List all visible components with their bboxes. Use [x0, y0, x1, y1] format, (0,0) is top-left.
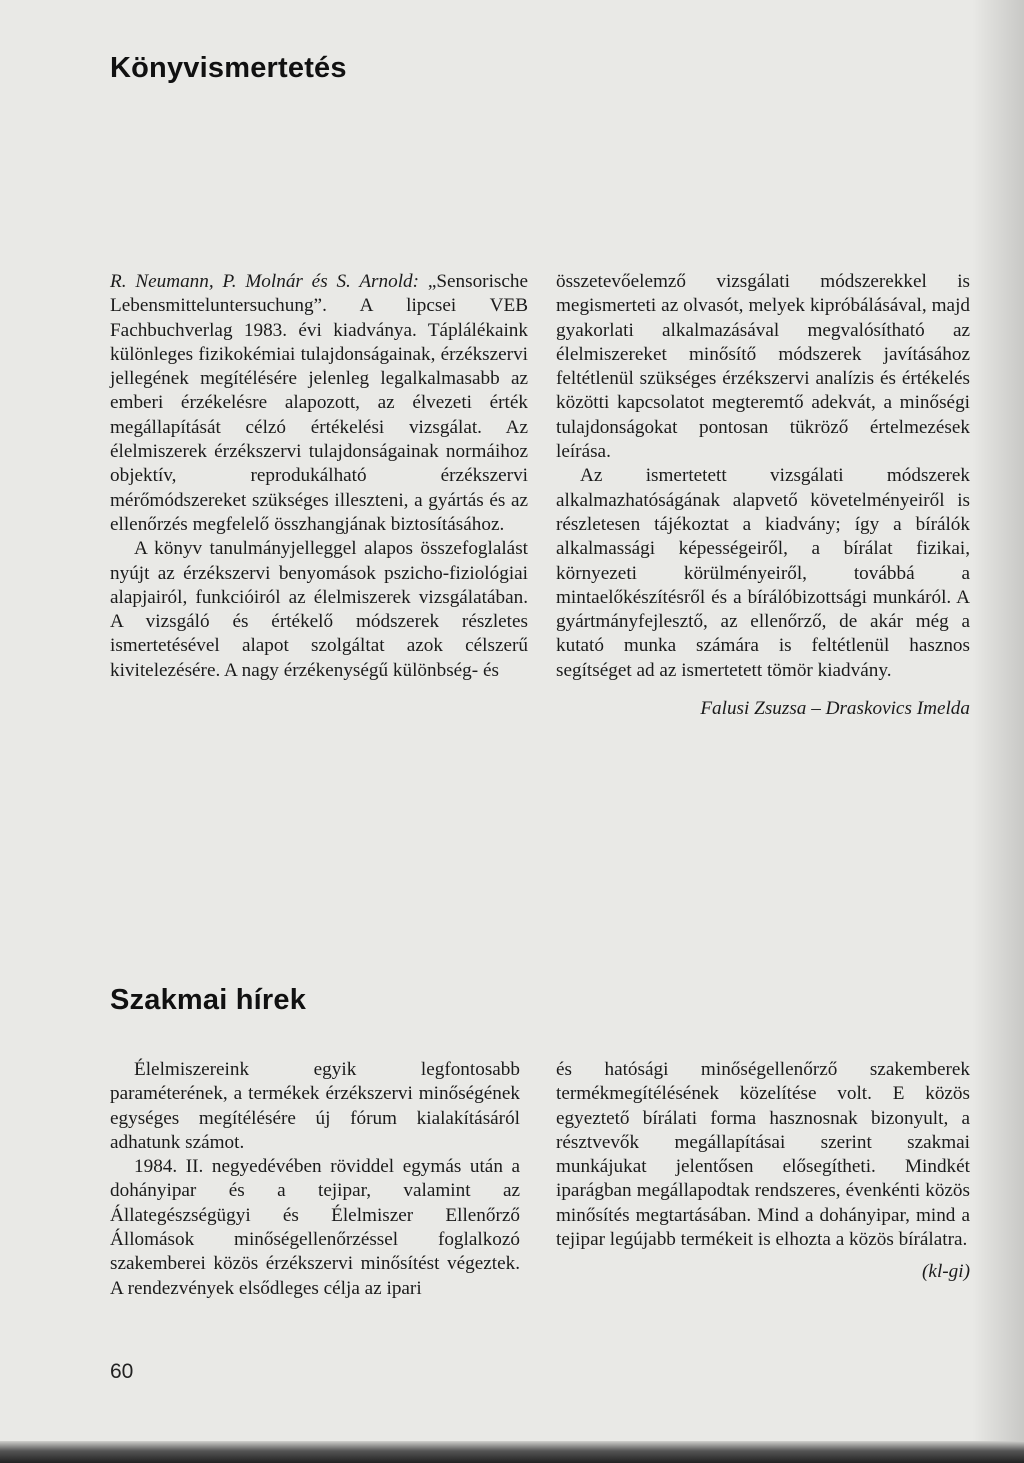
book-review-column-right — [556, 270, 970, 721]
section-heading-book-review: Könyvismertetés — [110, 52, 347, 84]
book-review-column-left — [110, 270, 528, 683]
review-signature: Falusi Zsuzsa – Draskovics Imelda — [700, 698, 970, 720]
scan-bottom-edge — [0, 1441, 1024, 1463]
news-column-left — [110, 1058, 520, 1301]
book-authors — [110, 270, 528, 537]
news-paragraph: 1984. II. negyedévében röviddel egymás után a dohányipar és a tejipar, valamint az Állategészségügyi és Élelmiszer Ellenőrző Állomások minőségellenőrzéssel foglalkozó szakemberei közös érzékszervi minősítést végeztek. A rendezvények elsődleges célja az ipari — [110, 1156, 520, 1299]
book-review-paragraph: Az ismertetett vizsgálati módszerek alkalmazhatóságának alapvető követelményeiről is részletesen tájékoztat a kiadvány; így a bírálók alkalmassági képességeiről, a bírálat fizikai, környezeti körülményeiről, továbbá a mintaelőkészítésről és a bírálóbizottsági munkáról. A gyártmányfejlesztő, az ellenőrző, de akár még a kutató munka számára is feltétlenül hasznos segítséget ad az ismertetett tömör kiadvány. — [556, 465, 970, 681]
news-paragraph: és hatósági minőségellenőrző szakemberek termékmegítélésének közelítése volt. E közös egyeztető bírálati forma hasznosnak bizonyult, a résztvevők megállapításai szerint szakmai munkájukat jelentősen elősegítheti. Mindkét iparágban megállapodtak rendszeres, évenkénti közös minősítés megtartásában. Mind a dohányipar, mind a tejipar legújabb termékeit is elhozta a közös bírálatra. — [556, 1059, 970, 1251]
section-heading-news: Szakmai hírek — [110, 984, 307, 1016]
news-signature: (kl-gi) — [922, 1261, 970, 1283]
book-review-paragraph: összetevőelemző vizsgálati módszerekkel is megismerteti az olvasót, melyek kipróbálásával, majd gyakorlati alkalmazásával megvalósítható az élelmiszereket minősítő módszerek javításához feltétlenül szükséges érzékszervi analízis és értékelés közötti kapcsolatot megteremtő adekvát, a minőségi tulajdonságokat pontosan tükröző értelmezések leírása. — [556, 271, 970, 463]
authors-line: R. Neumann, P. Molnár és S. Arnold: — [110, 271, 420, 292]
book-review-paragraph: „Sensorische Lebensmitteluntersuchung”. A lipcsei VEB Fachbuchverlag 1983. évi kiadványa. Táplálékaink különleges fizikokémiai tulajdonságainak, érzékszervi jellegének megítélésére jelenleg legalkalmasabb az emberi érzékelésre alapozott, az élvezeti érték megállapítását célzó értékelési vizsgálat. Az élelmiszerek érzékszervi tulajdonságainak normáihoz objektív, reprodukálható érzékszervi mérőmódszereket szükséges illeszteni, a gyártás és az ellenőrzés megfelelő összhangjának biztosításához. — [110, 271, 529, 535]
news-column-right — [556, 1058, 970, 1285]
page-number: 60 — [110, 1360, 134, 1383]
news-paragraph: Élelmiszereink egyik legfontosabb paraméterének, a termékek érzékszervi minőségének egységes megítélésére új fórum kialakításáról adhatunk számot. — [110, 1059, 520, 1153]
book-review-paragraph: A könyv tanulmányjelleggel alapos összefoglalást nyújt az érzékszervi benyomások pszicho-fiziológiai alapjairól, funkcióiról az élelmiszerek vizsgálatában. A vizsgáló és értékelő módszerek részletes ismertetésével alapot szolgáltat azok célszerű kivitelezésére. A nagy érzékenységű különbség- és — [110, 538, 528, 681]
page-edge-shadow — [972, 0, 1024, 1463]
